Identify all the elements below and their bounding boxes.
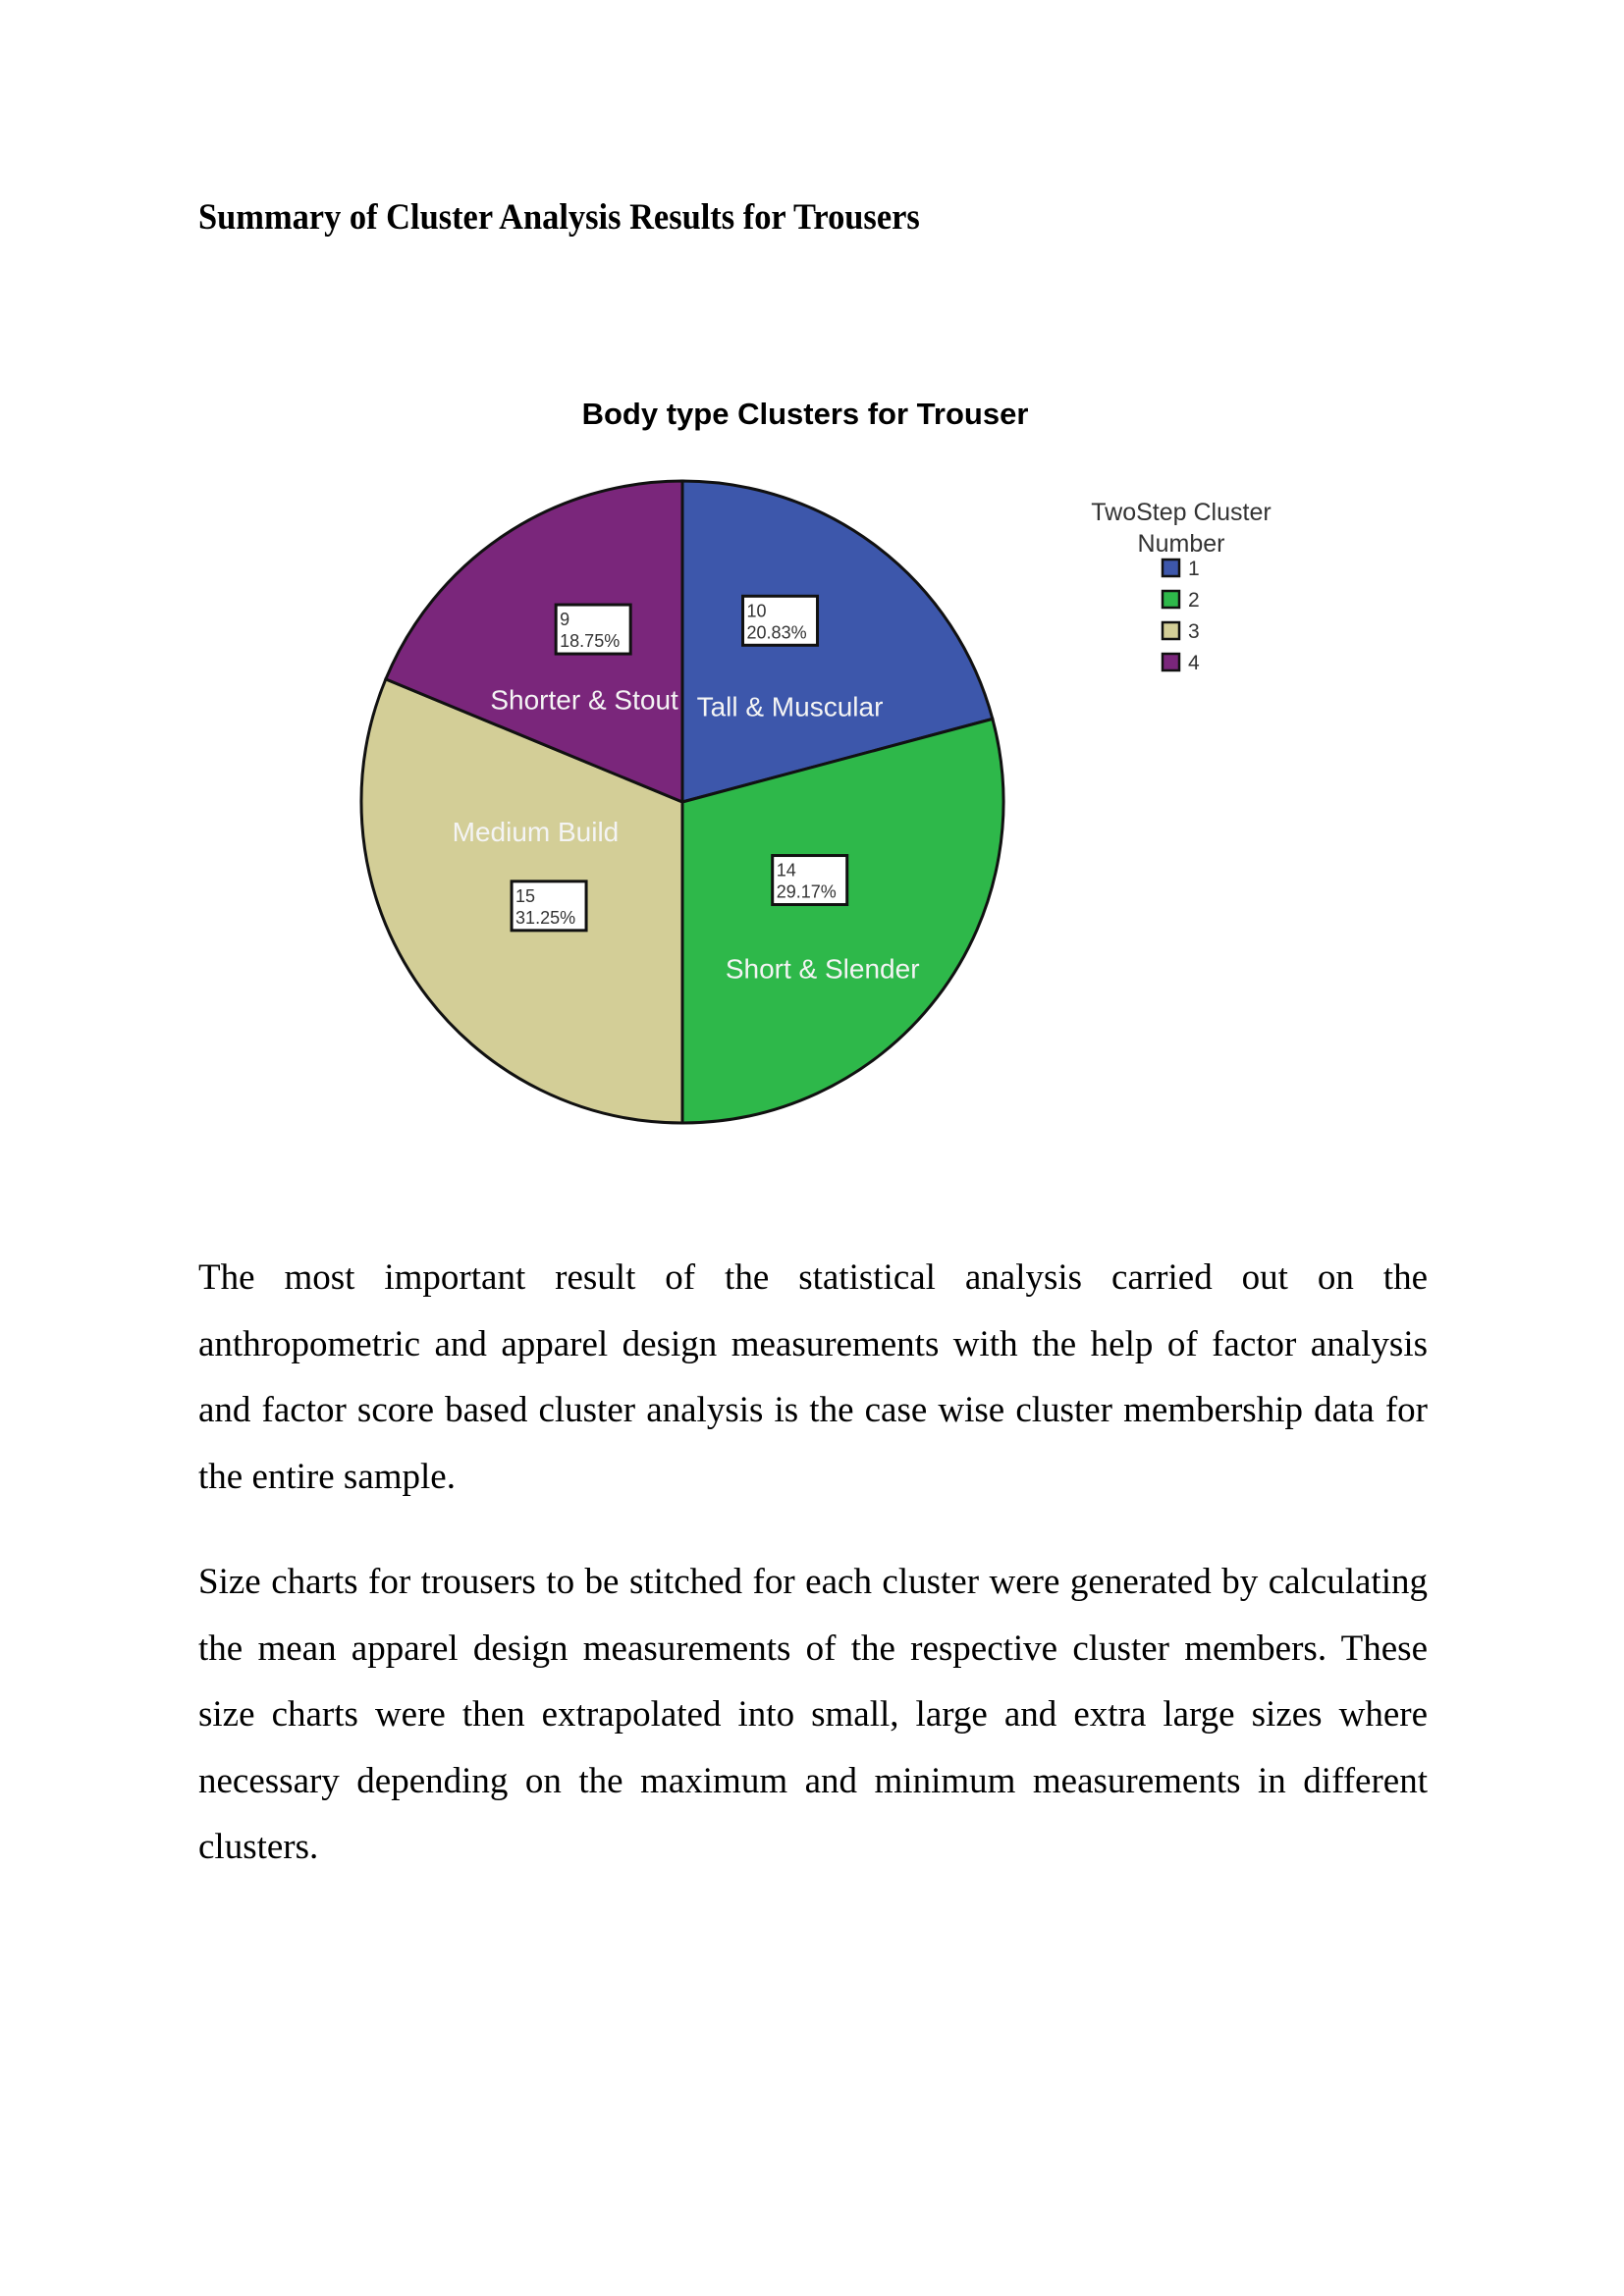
- document-heading: Summary of Cluster Analysis Results for Trousers: [198, 197, 920, 238]
- data-label-cluster-3: [512, 881, 586, 931]
- slice-name-label-cluster-2: Short & Slender: [725, 953, 920, 985]
- legend-title-line-1: TwoStep Cluster: [1091, 499, 1272, 526]
- data-label-cluster-4: [556, 605, 630, 654]
- data-label-count: 10: [746, 601, 767, 621]
- legend-swatch: [1163, 591, 1179, 608]
- paragraph-2: Size charts for trousers to be stitched for each cluster were generated by calculating the mean apparel design measurements of the respective cluster members. These size charts were then extrapolated into small, large and extra large sizes where necessary depending on the maximum and minimum measurements in different clusters.: [198, 1562, 1428, 1867]
- slice-name-label-cluster-3: Medium Build: [452, 816, 620, 847]
- data-label-percent: 29.17%: [776, 881, 837, 902]
- legend-swatch: [1163, 560, 1179, 576]
- legend-label: 4: [1188, 652, 1200, 674]
- chart-title: Body type Clusters for Trouser: [581, 397, 1029, 431]
- legend-swatch: [1163, 622, 1179, 639]
- slice-name-label-cluster-4: Shorter & Stout: [490, 684, 678, 716]
- pie-slices: [361, 481, 1003, 1123]
- chart-legend: [1091, 499, 1271, 674]
- data-label-cluster-1: [743, 596, 818, 645]
- legend-item-cluster-2: [1163, 589, 1200, 612]
- legend-swatch: [1163, 654, 1179, 670]
- data-label-percent: 18.75%: [560, 631, 621, 652]
- legend-label: 1: [1188, 558, 1200, 580]
- legend-label: 3: [1188, 620, 1200, 643]
- legend-label: 2: [1188, 589, 1200, 612]
- data-label-count: 14: [776, 860, 796, 881]
- paragraph-1: The most important result of the statistical analysis carried out on the anthropometric and apparel design measurements with the help of factor analysis and factor score based cluster analysis is the case wise cluster membership data for the entire sample.: [198, 1257, 1428, 1497]
- data-label-count: 15: [515, 885, 536, 906]
- legend-item-cluster-1: [1163, 558, 1200, 580]
- slice-name-label-cluster-1: Tall & Muscular: [696, 691, 884, 722]
- legend-item-cluster-4: [1163, 652, 1200, 674]
- legend-title-line-2: Number: [1137, 530, 1225, 558]
- data-label-cluster-2: [773, 856, 847, 905]
- data-label-percent: 31.25%: [515, 907, 576, 928]
- legend-item-cluster-3: [1163, 620, 1200, 643]
- data-label-percent: 20.83%: [746, 622, 807, 643]
- data-label-count: 9: [560, 610, 570, 630]
